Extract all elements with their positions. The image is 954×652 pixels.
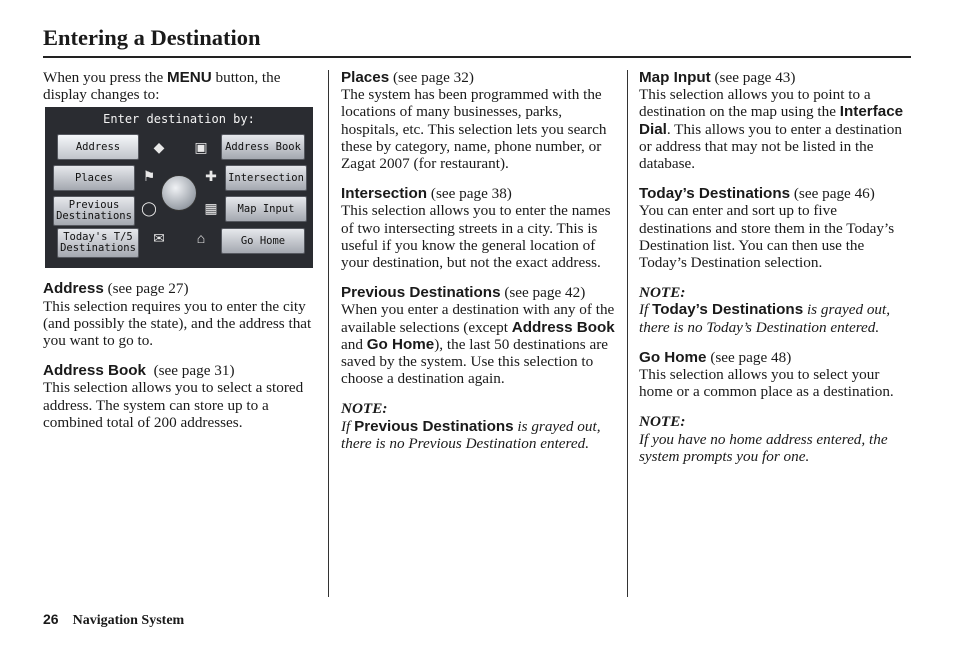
places-heading: Places (see page 32) <box>341 69 474 86</box>
column-2 <box>341 69 617 465</box>
history-icon: ◯ <box>141 202 157 218</box>
page-number: 26 <box>43 611 59 627</box>
address-icon: ◆ <box>153 141 165 157</box>
column-divider <box>328 70 329 597</box>
todays-destinations-heading: Today’s Destinations (see page 46) <box>639 185 875 203</box>
todays-icon: ✉ <box>153 232 165 248</box>
map-input-heading: Map Input (see page 43) <box>639 69 796 86</box>
places-body: The system has been programmed with the locations of many businesses, parks, hospitals, etc. This selection lets you search these by category, name, phone number, or Zagat 2007 (for restaurant). <box>341 86 607 173</box>
interface-dial-icon <box>161 175 197 211</box>
places-icon: ⚑ <box>142 170 156 186</box>
note-heading: NOTE: <box>341 400 388 418</box>
note-heading: NOTE: <box>639 284 686 302</box>
menu-key: MENU <box>167 69 212 86</box>
destination-menu-screenshot <box>45 107 313 268</box>
intersection-heading: Intersection (see page 38) <box>341 185 512 203</box>
note-body: If Today’s Destinations is grayed out, there is no Today’s Destination entered. <box>639 301 891 336</box>
column-3 <box>639 69 911 478</box>
note-body: If Previous Destinations is grayed out, there is no Previous Destination entered. <box>341 417 601 452</box>
title-rule <box>43 56 911 58</box>
address-book-body: This selection allows you to select a stored address. The system can store up to a combined total of 200 addresses. <box>43 379 304 431</box>
intersection-button[interactable]: Intersection <box>225 165 307 191</box>
previous-destinations-button[interactable]: Previous Destinations <box>53 196 135 226</box>
go-home-heading: Go Home (see page 48) <box>639 348 792 366</box>
todays-destinations-body: You can enter and sort up to five destinations and store them in the Today’s Destination list. You can then use the Today’s Destination selection. <box>639 202 895 272</box>
previous-destinations-body: When you enter a destination with any of the available selections (except Address Book and Go Home), the last 50 destinations are saved by the system. Use this selection to choose a destination again. <box>341 301 615 388</box>
home-icon: ⌂ <box>196 232 206 248</box>
address-book-heading: Address Book (see page 31) <box>43 362 235 380</box>
address-button[interactable]: Address <box>57 134 139 160</box>
address-heading: Address (see page 27) <box>43 280 189 298</box>
section-name: Navigation System <box>72 613 185 628</box>
page-footer <box>43 611 184 629</box>
map-icon: ▦ <box>204 202 218 218</box>
page-title: Entering a Destination <box>43 25 261 50</box>
address-book-button[interactable]: Address Book <box>221 134 305 160</box>
column-divider <box>627 70 628 597</box>
map-input-body: This selection allows you to point to a destination on the map using the Interface Dial. This allows you to enter a destination or address that may not be listed in the database. <box>639 86 904 173</box>
intro-text: When you press the MENU button, the display changes to: <box>43 69 281 104</box>
previous-destinations-heading: Previous Destinations (see page 42) <box>341 284 586 302</box>
address-body: This selection requires you to enter the city (and possibly the state), and the address that you want to go to. <box>43 297 312 350</box>
go-home-button[interactable]: Go Home <box>221 228 305 254</box>
map-input-button[interactable]: Map Input <box>225 196 307 222</box>
note-heading: NOTE: <box>639 413 686 431</box>
intersection-body: This selection allows you to enter the names of two intersecting streets in a city. This is useful if you know the general location of your destination, but not the exact address. <box>341 202 611 272</box>
column-1 <box>43 69 315 444</box>
screen-title: Enter destination by: <box>103 112 255 127</box>
go-home-body: This selection allows you to select your home or a common place as a destination. <box>639 366 894 401</box>
intersection-icon: ✚ <box>205 170 217 186</box>
note-body: If you have no home address entered, the system prompts you for one. <box>639 430 888 465</box>
book-icon: ▣ <box>194 141 208 157</box>
todays-destinations-button[interactable]: Today's T/5 Destinations <box>57 228 139 258</box>
places-button[interactable]: Places <box>53 165 135 191</box>
